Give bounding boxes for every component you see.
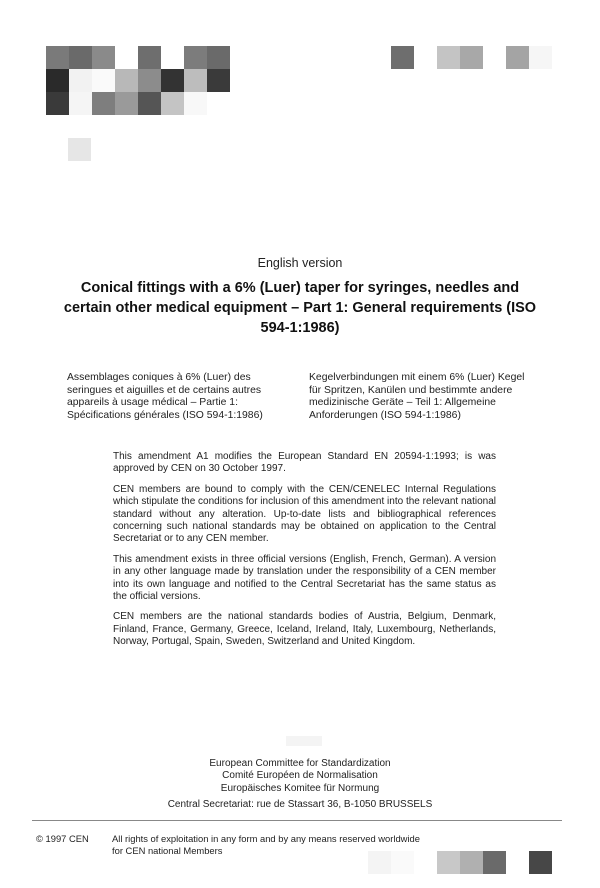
footer-logo-icon xyxy=(286,736,322,746)
amendment-text xyxy=(113,451,496,657)
versions-paragraph: This amendment exists in three official versions (English, French, German). A version in any other language made by translation under the responsibility of a CEN member into its own language and notified to the Central Secretariat has the same status as the official versions. xyxy=(113,553,496,603)
title-german: Kegelverbindungen mit einem 6% (Luer) Kegel für Spritzen, Kanülen und bestimmte andere medizinische Geräte – Teil 1: Allgemeine Anforderungen (ISO 594-1:1986) xyxy=(309,372,525,421)
footer-divider xyxy=(32,820,562,821)
committee-french: Comité Européen de Normalisation xyxy=(222,770,378,782)
rights-notice: All rights of exploitation in any form and by any means reserved worldwide for CEN national Members xyxy=(112,833,420,856)
copyright-notice: © 1997 CEN xyxy=(36,833,89,844)
central-secretariat: Central Secretariat: rue de Stassart 36, B-1050 BRUSSELS xyxy=(167,799,433,810)
members-paragraph: CEN members are the national standards bodies of Austria, Belgium, Denmark, Finland, France, Germany, Greece, Iceland, Ireland, Italy, Luxembourg, Netherlands, Norway, Portugal, Spain, Sweden, Switzerland and United Kingdom. xyxy=(113,611,496,648)
committee-german: Europäisches Komitee für Normung xyxy=(220,782,380,794)
document-title: Conical fittings with a 6% (Luer) taper for syringes, needles and certain other medical equipment – Part 1: General requirements (ISO 594-1:1986) xyxy=(63,280,537,336)
version-label: English version xyxy=(257,256,343,270)
compliance-paragraph: CEN members are bound to comply with the CEN/CENELEC Internal Regulations which stipulate the conditions for inclusion of this amendment into the relevant national standard without any alteration. Up-to-date lists and bibliographical references concerning such national standards may be obtained on application to the Central Secretariat or to any CEN member. xyxy=(113,483,497,545)
amendment-paragraph: This amendment A1 modifies the European Standard EN 20594-1:1993; is was approved by CEN on 30 October 1997. xyxy=(113,451,496,475)
committee-names xyxy=(0,758,600,795)
cen-logo-icon xyxy=(46,46,230,115)
logo-fragment-icon xyxy=(68,138,91,161)
title-french: Assemblages coniques à 6% (Luer) des seringues et aiguilles et de certains autres appareils à usage médical – Partie 1: Spécifications générales (ISO 594-1:1986) xyxy=(67,372,263,421)
reference-number-icon xyxy=(368,851,552,874)
standard-number-icon xyxy=(391,46,552,69)
committee-english: European Committee for Standardization xyxy=(209,758,391,769)
